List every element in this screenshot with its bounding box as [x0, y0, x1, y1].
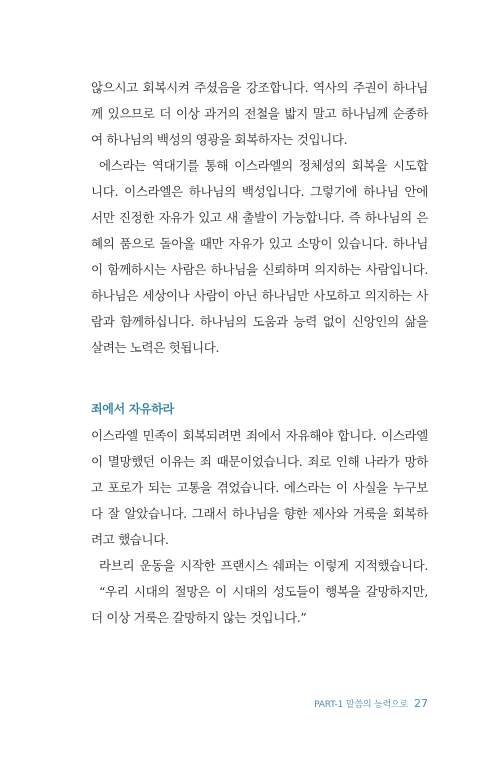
text-line: 이 함께하시는 사람은 하나님을 신뢰하며 의지하는 사람입니다.: [91, 262, 428, 277]
section-heading: 죄에서 자유하라: [91, 402, 174, 416]
text-line: 않으시고 회복시켜 주셨음을 강조합니다. 역사의 주권이 하나님: [91, 80, 428, 95]
text-line: 람과 함께하십니다. 하나님의 도움과 능력 없이 신앙인의 삶을: [91, 314, 428, 329]
text-line: 하나님은 세상이나 사람이 아닌 하나님만 사모하고 의지하는 사: [91, 288, 428, 303]
quote-line: “우리 시대의 절망은 이 시대의 성도들이 행복을 갈망하지만,: [99, 584, 428, 599]
text-line: 고 포로가 되는 고통을 겪었습니다. 에스라는 이 사실을 누구보: [91, 480, 428, 495]
text-line: 라브리 운동을 시작한 프랜시스 쉐퍼는 이렇게 지적했습니다.: [99, 558, 428, 573]
text-line: 혜의 품으로 돌아올 때만 자유가 있고 소망이 있습니다. 하나님: [91, 236, 428, 251]
footer-part-label: PART-1 말씀의 능력으로: [314, 700, 408, 710]
text-line: 에스라는 역대기를 통해 이스라엘의 정체성의 회복을 시도합: [99, 158, 428, 173]
text-line: 려고 했습니다.: [91, 532, 169, 547]
text-line: 다 잘 알았습니다. 그래서 하나님을 향한 제사와 거룩을 회복하: [91, 506, 428, 521]
text-line: 살려는 노력은 헛됩니다.: [91, 340, 220, 355]
text-line: 이스라엘 민족이 회복되려면 죄에서 자유해야 합니다. 이스라엘: [91, 428, 428, 443]
text-line: 서만 진정한 자유가 있고 새 출발이 가능합니다. 즉 하나님의 은: [91, 210, 428, 225]
page-number: 27: [414, 697, 428, 710]
text-line: 여 하나님의 백성의 영광을 회복하자는 것입니다.: [91, 132, 348, 147]
quote-line: 더 이상 거룩은 갈망하지 않는 것입니다.”: [91, 610, 307, 625]
page-footer: [314, 697, 428, 710]
text-line: 이 멸망했던 이유는 죄 때문이었습니다. 죄로 인해 나라가 망하: [91, 454, 428, 469]
text-line: 께 있으므로 더 이상 과거의 전철을 밟지 말고 하나님께 순종하: [91, 106, 428, 121]
text-line: 니다. 이스라엘은 하나님의 백성입니다. 그렇기에 하나님 안에: [91, 184, 428, 199]
